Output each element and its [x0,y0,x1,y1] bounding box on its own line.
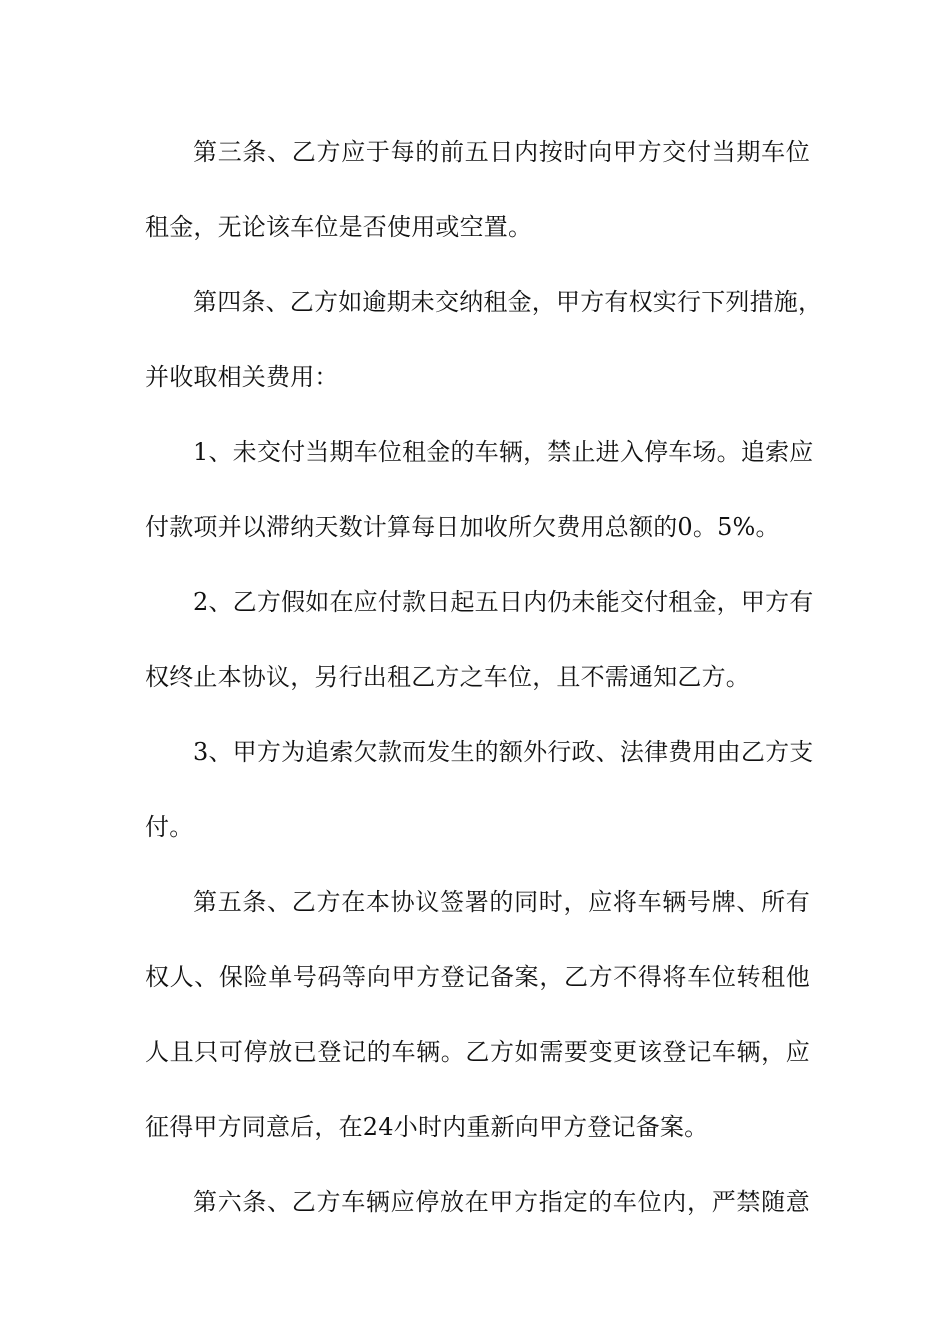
article-3-line-2: 租金，无论该车位是否使用或空置。 [145,213,533,241]
article-5-line-1: 第五条、乙方在本协议签署的同时，应将车辆号牌、所有 [193,888,810,916]
item-1-line-1: 1、未交付当期车位租金的车辆，禁止进入停车场。追索应 [193,438,814,466]
article-5-line-4: 征得甲方同意后，在24小时内重新向甲方登记备案。 [145,1113,709,1141]
article-4-line-1: 第四条、乙方如逾期未交纳租金，甲方有权实行下列措施， [193,288,823,316]
article-5-line-3: 人且只可停放已登记的车辆。乙方如需要变更该登记车辆，应 [145,1038,810,1066]
article-5-line-2: 权人、保险单号码等向甲方登记备案，乙方不得将车位转租他 [145,963,810,991]
item-1-line-2: 付款项并以滞纳天数计算每日加收所欠费用总额的0。5%。 [145,513,780,541]
item-3-line-2: 付。 [145,813,194,841]
article-3-line-1: 第三条、乙方应于每的前五日内按时向甲方交付当期车位 [193,138,810,166]
article-4-line-2: 并收取相关费用： [145,363,339,391]
article-6-line-1: 第六条、乙方车辆应停放在甲方指定的车位内，严禁随意 [193,1188,810,1216]
item-3-line-1: 3、甲方为追索欠款而发生的额外行政、法律费用由乙方支 [193,738,814,766]
item-2-line-2: 权终止本协议，另行出租乙方之车位，且不需通知乙方。 [145,663,750,691]
item-2-line-1: 2、乙方假如在应付款日起五日内仍未能交付租金，甲方有 [193,588,814,616]
